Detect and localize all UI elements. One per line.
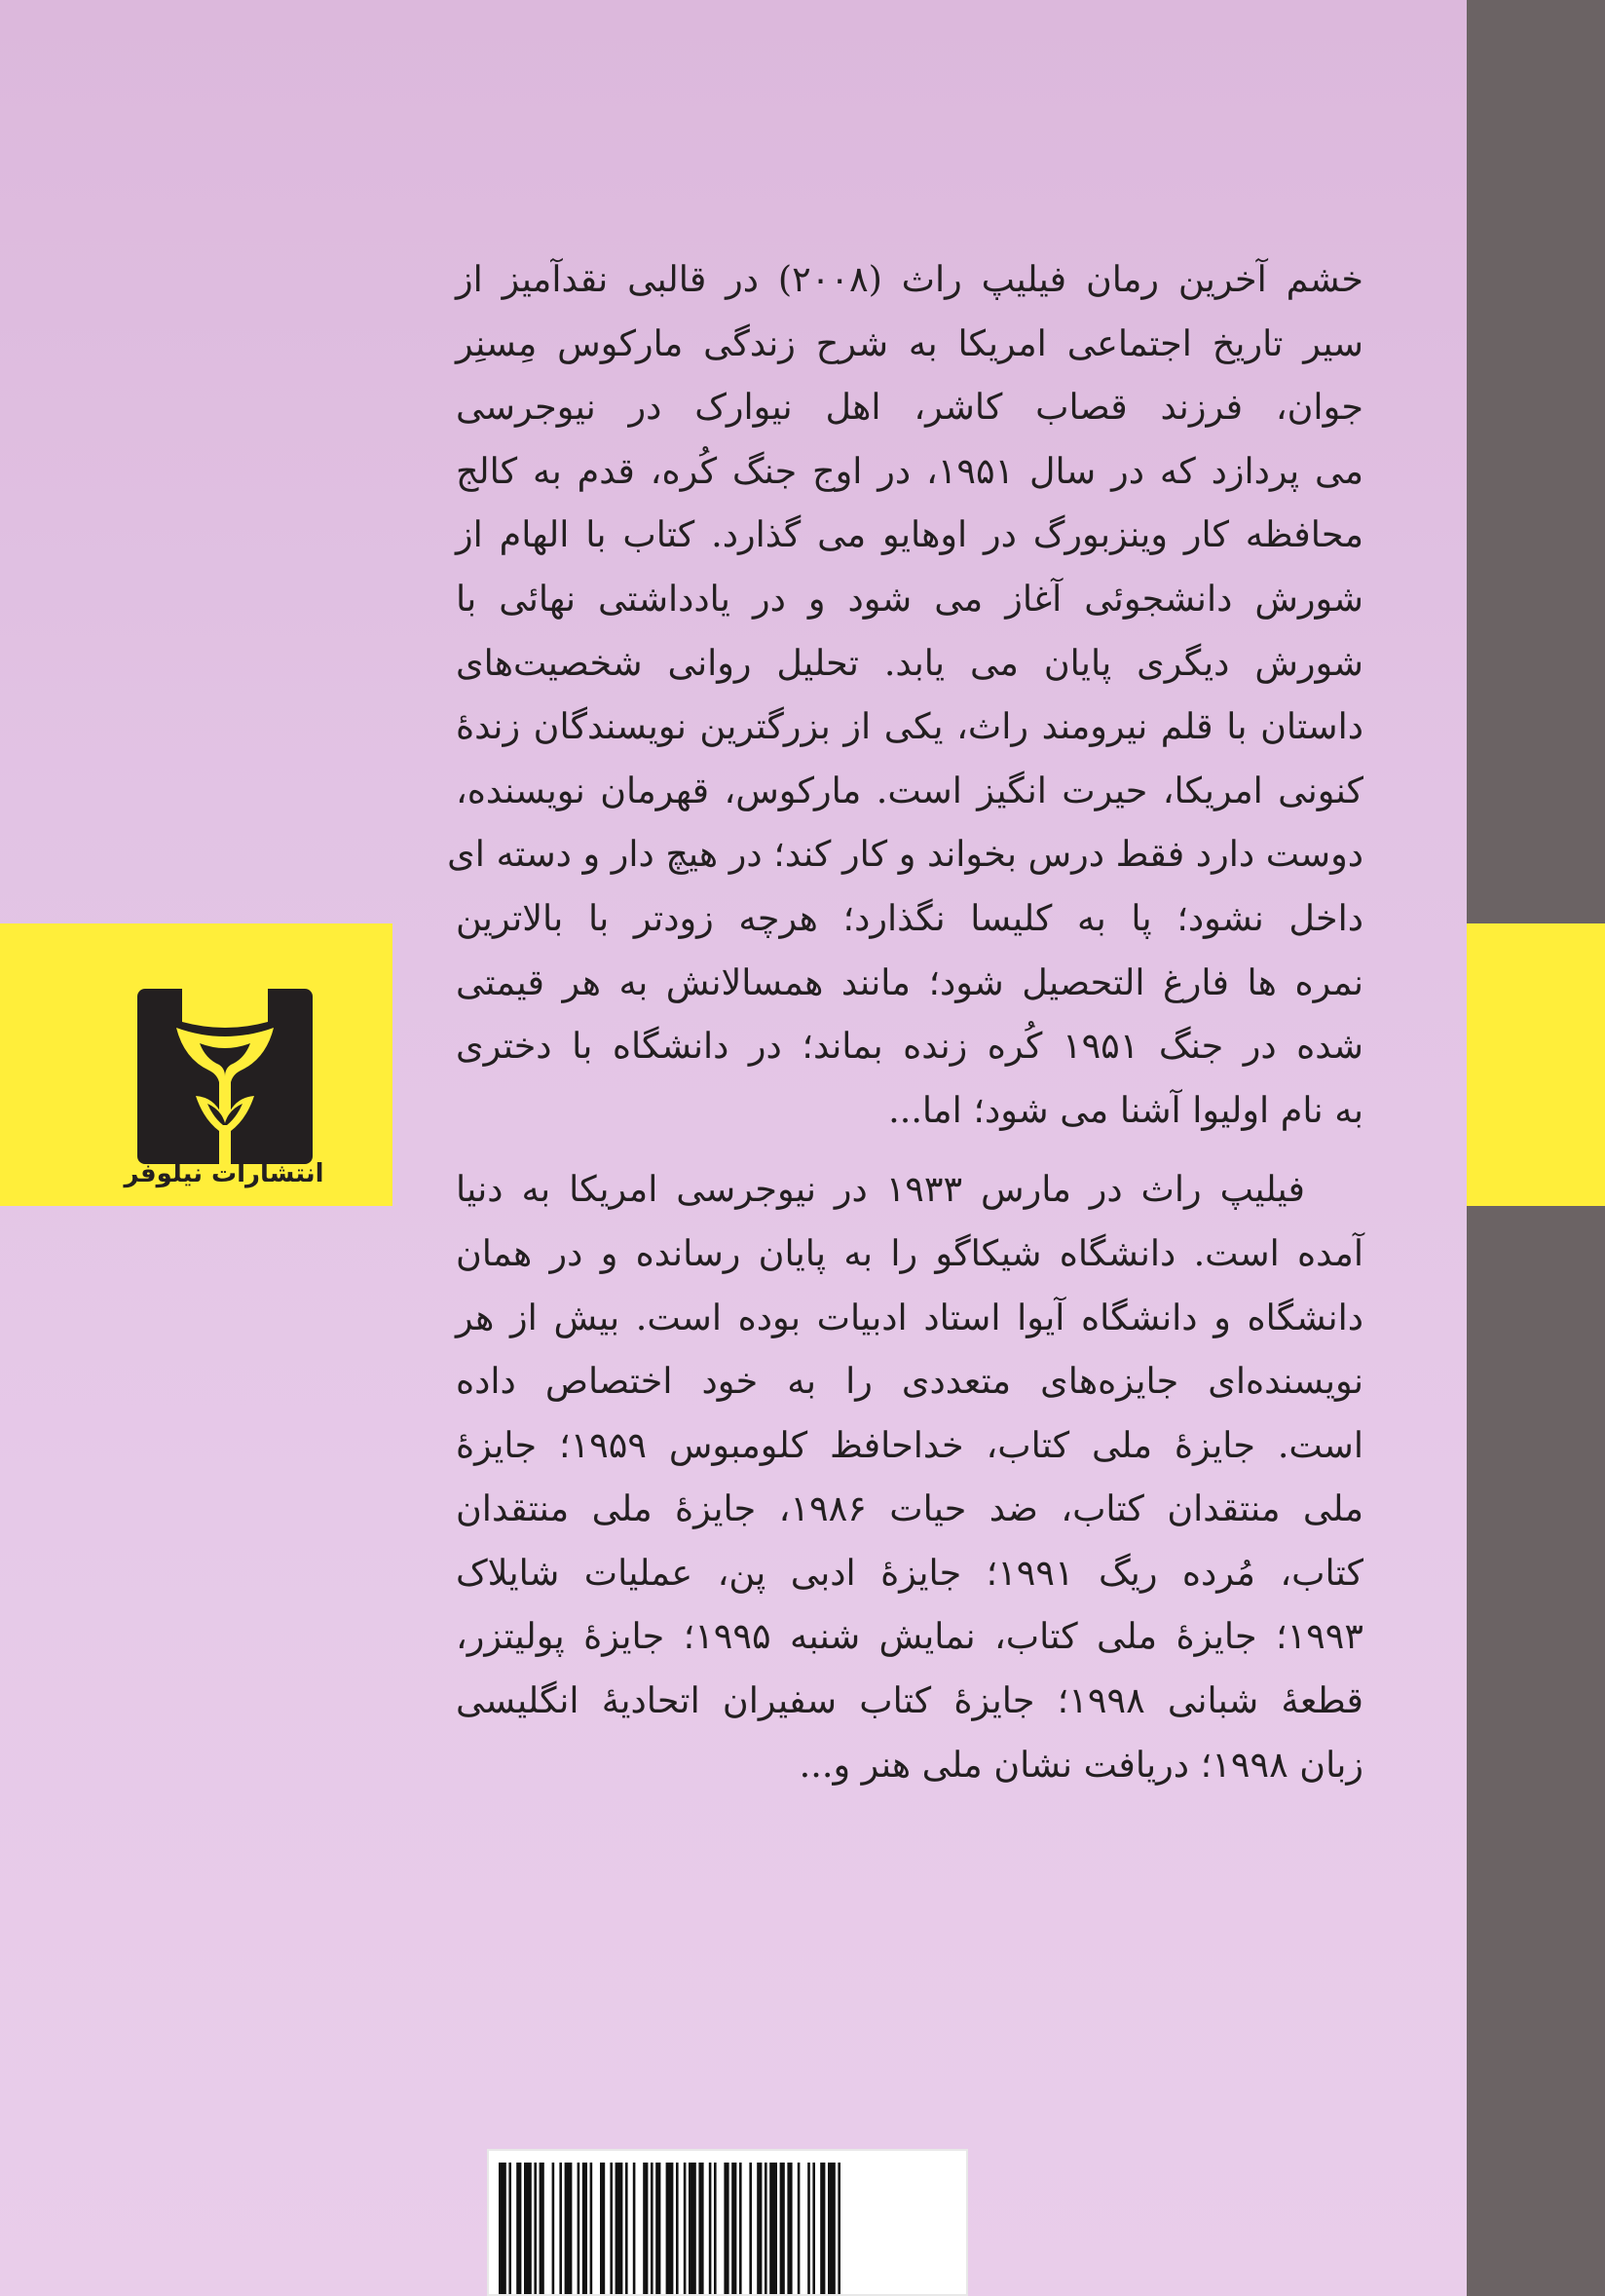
blurb-line: شورش دیگری پایان می یابد. تحلیل روانی شخصیت‌های bbox=[456, 641, 1363, 684]
blurb-line: ملی منتقدان کتاب، ضد حیات ۱۹۸۶، جایزهٔ ملی منتقدان bbox=[456, 1487, 1363, 1530]
blurb-line: داستان با قلم نیرومند راث، یکی از بزرگترین نویسندگان زندهٔ bbox=[456, 705, 1363, 748]
publisher-name: انتشارات نیلوفر bbox=[124, 1159, 324, 1188]
blurb-line: فیلیپ راث در مارس ۱۹۳۳ در نیوجرسی امریکا به دنیا bbox=[456, 1168, 1305, 1211]
blurb-line: ۱۹۹۳؛ جایزهٔ ملی کتاب، نمایش شنبه ۱۹۹۵؛ جایزهٔ پولیتزر، bbox=[456, 1615, 1363, 1658]
blurb-line: خشم آخرین رمان فیلیپ راث (۲۰۰۸) در قالبی نقدآمیز از bbox=[456, 258, 1363, 300]
blurb-line: کتاب، مُرده ریگ ۱۹۹۱؛ جایزهٔ ادبی پن، عملیات شایلاک bbox=[456, 1551, 1363, 1594]
blurb-line: محافظه کار وینزبورگ در اوهایو می گذارد. کتاب با الهام از bbox=[456, 513, 1363, 556]
blurb-line: آمده است. دانشگاه شیکاگو را به پایان رسانده و در همان bbox=[456, 1231, 1363, 1274]
blurb-line: دوست دارد فقط درس بخواند و کار کند؛ در هیچ دار و دسته ای bbox=[447, 833, 1363, 876]
blurb-line: جوان، فرزند قصاب کاشر، اهل نیوارک در نیوجرسی bbox=[456, 386, 1363, 429]
blurb-line: کنونی امریکا، حیرت انگیز است. مارکوس، قهرمان نویسنده، bbox=[456, 769, 1363, 811]
publisher-band-right bbox=[1467, 923, 1605, 1206]
blurb-text bbox=[447, 247, 1364, 1796]
blurb-line: قطعهٔ شبانی ۱۹۹۸؛ جایزهٔ کتاب سفیران اتحادیهٔ انگلیسی bbox=[456, 1679, 1363, 1722]
blurb-line: سیر تاریخ اجتماعی امریکا به شرح زندگی مارکوس مِسنِر bbox=[456, 321, 1363, 364]
blurb-line: به نام اولیوا آشنا می شود؛ اما... bbox=[888, 1088, 1363, 1131]
blurb-line: می پردازد که در سال ۱۹۵۱، در اوج جنگ کُره، قدم به کالج bbox=[456, 449, 1364, 492]
blurb-line: است. جایزهٔ ملی کتاب، خداحافظ کلومبوس ۱۹۵۹؛ جایزهٔ bbox=[456, 1423, 1364, 1466]
barcode-icon bbox=[487, 2149, 968, 2296]
blurb-line: نمره ها فارغ التحصیل شود؛ مانند همسالانش به هر قیمتی bbox=[456, 960, 1363, 1003]
blurb-line: شده در جنگ ۱۹۵۱ کُره زنده بماند؛ در دانشگاه با دختری bbox=[456, 1025, 1363, 1068]
blurb-line: زبان ۱۹۹۸؛ دریافت نشان ملی هنر و... bbox=[799, 1743, 1363, 1786]
niloofar-flower-logo-icon bbox=[137, 989, 313, 1164]
blurb-line: نویسنده‌ای جایزه‌های متعددی را به خود اختصاص داده bbox=[456, 1360, 1363, 1403]
blurb-line: داخل نشود؛ پا به کلیسا نگذارد؛ هرچه زودتر با بالاترین bbox=[456, 896, 1363, 939]
blurb-line: دانشگاه و دانشگاه آیوا استاد ادبیات بوده است. بیش از هر bbox=[456, 1296, 1363, 1338]
blurb-line: شورش دانشجوئی آغاز می شود و در یادداشتی نهائی با bbox=[456, 577, 1363, 620]
